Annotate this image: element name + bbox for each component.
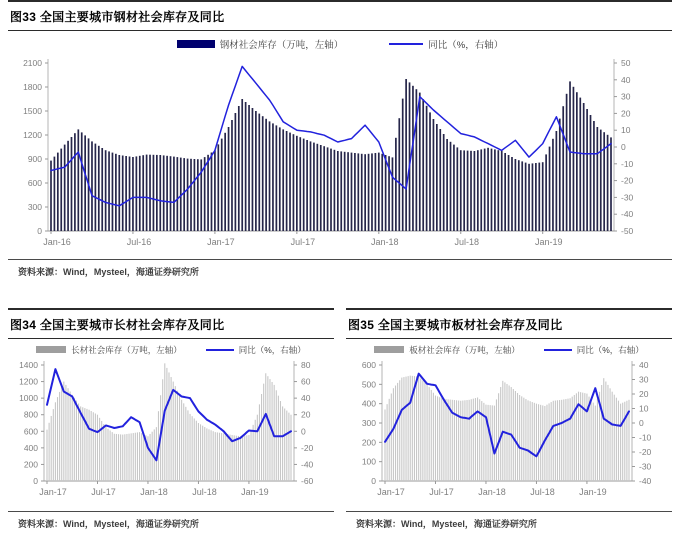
- svg-text:900: 900: [27, 154, 42, 164]
- figure-35-source: 资料来源：Wind，Mysteel，海通证券研究所: [346, 511, 672, 534]
- svg-text:Jul-17: Jul-17: [290, 237, 316, 247]
- figure-35-block: [346, 308, 672, 534]
- svg-text:-40: -40: [301, 459, 314, 470]
- svg-text:50: 50: [621, 58, 631, 68]
- svg-text:10: 10: [639, 403, 649, 414]
- svg-text:800: 800: [23, 409, 38, 420]
- svg-text:Jan-18: Jan-18: [371, 237, 399, 247]
- svg-text:1400: 1400: [19, 360, 38, 370]
- svg-text:Jul-18: Jul-18: [192, 487, 217, 497]
- svg-text:-40: -40: [639, 476, 652, 486]
- bar-swatch-icon: [36, 346, 66, 353]
- svg-text:Jul-17: Jul-17: [91, 487, 116, 497]
- svg-text:80: 80: [301, 360, 311, 370]
- figure-34-source: 资料来源：Wind，Mysteel，海通证券研究所: [8, 511, 334, 534]
- svg-text:Jan-19: Jan-19: [579, 487, 607, 497]
- svg-text:1500: 1500: [23, 106, 42, 116]
- long-products-chart-canvas: [8, 357, 334, 505]
- bar-swatch-icon: [177, 40, 215, 48]
- svg-text:30: 30: [639, 374, 649, 385]
- svg-text:20: 20: [301, 409, 311, 420]
- legend-label: 同比（%，右轴）: [238, 344, 306, 355]
- svg-text:400: 400: [23, 442, 38, 453]
- svg-text:Jul-17: Jul-17: [429, 487, 454, 497]
- svg-text:-40: -40: [621, 209, 634, 220]
- figure-34-block: [8, 308, 334, 534]
- figure-33-block: [8, 0, 672, 282]
- svg-text:-10: -10: [639, 432, 652, 443]
- svg-text:Jan-18: Jan-18: [478, 487, 506, 497]
- svg-text:0: 0: [371, 476, 376, 486]
- svg-text:-20: -20: [621, 175, 634, 186]
- figure-33-title: 图33 全国主要城市钢材社会库存及同比: [8, 0, 672, 31]
- svg-text:20: 20: [621, 108, 631, 119]
- svg-text:Jan-18: Jan-18: [140, 487, 168, 497]
- flat-products-chart-canvas: [346, 357, 672, 505]
- svg-text:Jan-16: Jan-16: [43, 237, 71, 247]
- svg-text:40: 40: [639, 360, 649, 370]
- figure-34-legend: [8, 342, 334, 357]
- svg-text:1800: 1800: [23, 82, 42, 92]
- svg-text:60: 60: [301, 376, 311, 387]
- svg-text:2100: 2100: [23, 58, 42, 68]
- svg-text:600: 600: [23, 426, 38, 437]
- legend-item-yoy: [544, 344, 644, 356]
- svg-text:500: 500: [361, 379, 376, 390]
- svg-text:0: 0: [621, 142, 626, 152]
- svg-text:200: 200: [23, 459, 38, 470]
- figure-35-legend: [346, 342, 672, 357]
- legend-item-inventory: [36, 344, 182, 356]
- svg-text:40: 40: [621, 74, 631, 85]
- svg-text:600: 600: [361, 360, 376, 370]
- legend-item-yoy: [389, 37, 503, 51]
- svg-text:-20: -20: [301, 442, 314, 453]
- legend-item-yoy: [206, 344, 306, 356]
- svg-text:Jan-17: Jan-17: [207, 237, 235, 247]
- legend-item-inventory: [374, 344, 520, 356]
- svg-text:-10: -10: [621, 158, 634, 169]
- svg-text:1000: 1000: [19, 393, 38, 404]
- svg-text:-50: -50: [621, 226, 634, 236]
- svg-text:0: 0: [639, 418, 644, 428]
- svg-text:30: 30: [621, 91, 631, 102]
- svg-text:Jan-17: Jan-17: [377, 487, 405, 497]
- legend-item-inventory: [177, 37, 344, 51]
- svg-text:200: 200: [361, 437, 376, 448]
- svg-text:Jul-18: Jul-18: [454, 237, 480, 247]
- svg-text:0: 0: [301, 426, 306, 437]
- svg-text:100: 100: [361, 456, 376, 467]
- legend-label: 长材社会库存（万吨，左轴）: [71, 344, 182, 355]
- svg-text:20: 20: [639, 389, 649, 399]
- steel-inventory-chart-canvas: [8, 53, 672, 253]
- figure-34-title: 图34 全国主要城市长材社会库存及同比: [8, 308, 334, 339]
- line-swatch-icon: [206, 349, 234, 351]
- svg-text:40: 40: [301, 393, 311, 404]
- svg-text:Jul-18: Jul-18: [530, 487, 555, 497]
- legend-label: 板材社会库存（万吨，左轴）: [409, 344, 520, 355]
- figure-33-source: 资料来源：Wind，Mysteel，海通证券研究所: [8, 259, 672, 282]
- line-swatch-icon: [544, 349, 572, 351]
- svg-text:0: 0: [33, 476, 38, 486]
- svg-text:0: 0: [37, 226, 42, 236]
- svg-text:-30: -30: [639, 461, 652, 472]
- svg-text:-30: -30: [621, 192, 634, 203]
- svg-text:600: 600: [27, 178, 42, 188]
- svg-text:Jul-16: Jul-16: [126, 237, 152, 247]
- svg-text:Jan-19: Jan-19: [241, 487, 269, 497]
- figure-33-legend: [8, 35, 672, 53]
- svg-text:Jan-19: Jan-19: [534, 237, 563, 247]
- legend-label: 同比（%，右轴）: [576, 344, 644, 355]
- svg-text:-20: -20: [639, 447, 652, 457]
- svg-text:Jan-17: Jan-17: [39, 487, 67, 497]
- figure-35-title: 图35 全国主要城市板材社会库存及同比: [346, 308, 672, 339]
- legend-label: 同比（%，右轴）: [428, 40, 504, 51]
- line-swatch-icon: [389, 43, 423, 45]
- svg-text:-60: -60: [301, 476, 314, 486]
- legend-label: 钢材社会库存（万吨，左轴）: [219, 40, 344, 51]
- svg-text:10: 10: [621, 125, 631, 136]
- svg-text:300: 300: [361, 418, 376, 428]
- svg-text:300: 300: [27, 202, 42, 212]
- bottom-charts-row: [8, 308, 672, 534]
- svg-text:400: 400: [361, 398, 376, 409]
- bar-swatch-icon: [374, 346, 404, 353]
- svg-text:1200: 1200: [23, 130, 42, 140]
- svg-text:1200: 1200: [19, 376, 38, 387]
